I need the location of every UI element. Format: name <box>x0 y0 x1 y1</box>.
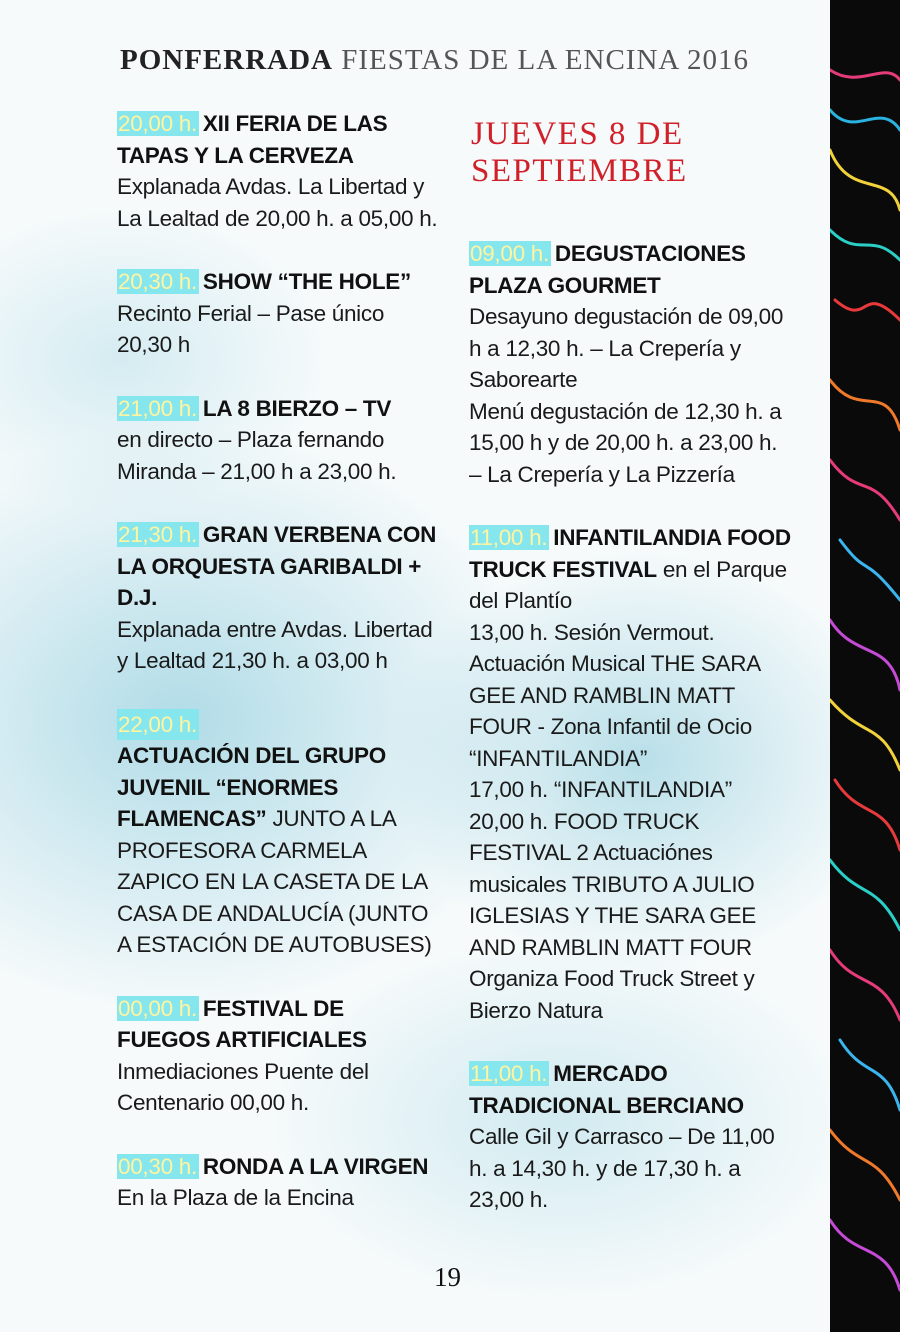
event-detail: 17,00 h. “INFANTILANDIA” <box>469 777 732 802</box>
event-title: FESTIVAL DE FUEGOS ARTIFICIALES <box>117 995 367 1052</box>
day-heading-line1: JUEVES 8 DE <box>471 116 684 152</box>
event-description: Recinto Ferial – Pase único 20,30 h <box>117 300 385 357</box>
event-title: GRAN VERBENA CON LA ORQUESTA GARIBALDI + D.J. <box>117 522 437 610</box>
event-time: 21,00 h. <box>118 395 197 421</box>
event-description: JUNTO A LA PROFESORA CARMELA ZAPICO EN LA CASETA DE LA CASA DE ANDALUCÍA (JUNTO A ESTACIÓN DE AUTOBUSES) <box>117 806 432 957</box>
event-time: 11,00 h. <box>470 525 548 550</box>
event-description: Calle Gil y Carrasco – De 11,00 h. a 14,30 h. y de 17,30 h. a 23,00 h. <box>469 1124 775 1212</box>
event-title: LA 8 BIERZO – TV <box>202 395 392 421</box>
event-description: Explanada Avdas. La Libertad y La Lealtad de 20,00 h. a 05,00 h. <box>117 174 438 231</box>
event-item <box>117 266 442 361</box>
day-heading <box>471 116 791 190</box>
event-item <box>117 709 442 961</box>
header-event: FIESTAS DE LA ENCINA 2016 <box>341 44 749 76</box>
event-item <box>117 393 442 488</box>
decorative-artwork <box>830 0 900 1332</box>
event-title: INFANTILANDIA FOOD TRUCK FESTIVAL <box>469 525 791 582</box>
event-time: 00,30 h. <box>118 1153 197 1179</box>
event-time: 09,00 h. <box>470 241 549 266</box>
day-heading-line2: SEPTIEMBRE <box>471 153 688 189</box>
event-description: Explanada entre Avdas. Libertad y Lealtad 21,30 h. a 03,00 h <box>117 616 433 673</box>
event-title: ACTUACIÓN DEL GRUPO JUVENIL “ENORMES FLAMENCAS” <box>117 743 386 831</box>
event-title: XII FERIA DE LAS TAPAS Y LA CERVEZA <box>117 111 388 168</box>
event-title: SHOW “THE HOLE” <box>202 269 411 294</box>
event-item <box>469 238 791 490</box>
event-time: 22,00 h. <box>117 709 199 741</box>
right-events <box>469 238 791 1216</box>
event-detail: 20,00 h. FOOD TRUCK FESTIVAL 2 Actuaciónes musicales TRIBUTO A JULIO IGLESIAS Y THE SARA GEE AND RAMBLIN MATT FOUR <box>469 808 756 960</box>
event-time: 11,00 h. <box>470 1061 548 1086</box>
event-description: en directo – Plaza fernando Miranda – 21,00 h a 23,00 h. <box>117 427 397 484</box>
event-item <box>469 522 791 1026</box>
event-item <box>469 1058 791 1216</box>
left-column <box>117 108 442 1246</box>
event-description: En la Plaza de la Encina <box>117 1185 354 1210</box>
event-item <box>117 993 442 1119</box>
event-description: Inmediaciones Puente del Centenario 00,00 h. <box>117 1058 369 1115</box>
page-header <box>120 44 800 77</box>
event-title: DEGUSTACIONES PLAZA GOURMET <box>469 241 746 298</box>
event-detail: Organiza Food Truck Street y Bierzo Natura <box>469 966 755 1023</box>
event-time: 20,00 h. <box>118 111 197 136</box>
event-detail: 13,00 h. Sesión Vermout. Actuación Musical THE SARA GEE AND RAMBLIN MATT FOUR - Zona Infantil de Ocio “INFANTILANDIA” <box>469 619 760 771</box>
header-city: PONFERRADA <box>120 44 333 76</box>
event-item <box>117 1151 442 1214</box>
event-detail: Menú degustación de 12,30 h. a 15,00 h y de 20,00 h. a 23,00 h. – La Crepería y La Pizzería <box>469 398 782 487</box>
event-description: Desayuno degustación de 09,00 h a 12,30 h. – La Crepería y Saborearte <box>469 304 784 392</box>
page-number: 19 <box>434 1262 461 1292</box>
event-title: MERCADO TRADICIONAL BERCIANO <box>469 1061 744 1118</box>
event-time: 21,30 h. <box>118 522 197 547</box>
event-time: 20,30 h. <box>118 269 197 294</box>
right-column <box>469 108 791 1248</box>
event-title: RONDA A LA VIRGEN <box>202 1153 429 1179</box>
event-description: en el Parque del Plantío <box>469 556 787 613</box>
event-item <box>117 519 442 677</box>
event-item <box>117 108 442 234</box>
event-time: 00,00 h. <box>118 995 197 1021</box>
